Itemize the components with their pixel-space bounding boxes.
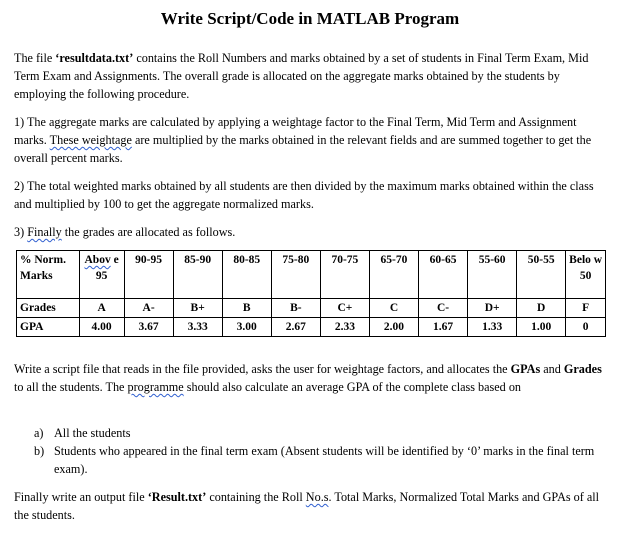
step-3-paragraph (14, 223, 604, 241)
list-item-label: a) (34, 426, 44, 440)
grade-cell: D+ (468, 299, 517, 318)
range-cell: 80-85 (222, 251, 271, 299)
list-item-label: b) (34, 444, 45, 458)
range-cell: 50-55 (517, 251, 566, 299)
grade-cell: C- (419, 299, 468, 318)
final-paragraph (14, 488, 604, 524)
grade-cell: D (517, 299, 566, 318)
gpa-header-cell: GPA (17, 318, 80, 337)
marks-row (17, 251, 606, 299)
grade-cell: C+ (320, 299, 369, 318)
list-item (34, 424, 604, 442)
range-cell: 75-80 (271, 251, 320, 299)
spellcheck-word: Finally (27, 225, 62, 239)
step-3-text: the grades are allocated as follows. (61, 225, 236, 239)
range-cell: 90-95 (124, 251, 173, 299)
gpa-cell: 1.33 (468, 318, 517, 337)
range-cell: 70-75 (320, 251, 369, 299)
gpa-cell: 3.33 (173, 318, 222, 337)
page-title: Write Script/Code in MATLAB Program (160, 9, 460, 28)
task-paragraph (14, 360, 604, 396)
task-text-and: and (540, 362, 564, 376)
grade-cell: F (566, 299, 606, 318)
gpa-row (17, 318, 606, 337)
intro-text: The file (14, 51, 56, 65)
grades-term: Grades (563, 362, 602, 376)
intro-paragraph (14, 49, 604, 103)
gpa-cell: 4.00 (79, 318, 124, 337)
grade-cell: C (369, 299, 418, 318)
step-1-text-rest: are multiplied by the marks obtained in the relevant fields and are summed together to get the overall percent marks. (14, 133, 592, 165)
range-cell: 55-60 (468, 251, 517, 299)
spellcheck-word: Abov (84, 254, 111, 266)
gpa-cell: 3.00 (222, 318, 271, 337)
grade-table (16, 250, 606, 337)
grades-header-cell: Grades (17, 299, 80, 318)
task-text-rest: should also calculate an average GPA of the complete class based on (183, 380, 522, 394)
spellcheck-word: These weightage (49, 133, 132, 147)
gpa-cell: 2.67 (271, 318, 320, 337)
range-cell: 65-70 (369, 251, 418, 299)
output-file-name: ‘Result.txt’ (147, 490, 207, 504)
grade-cell: B+ (173, 299, 222, 318)
grades-row (17, 299, 606, 318)
task-text: Write a script file that reads in the file provided, asks the user for weightage factors, and allocates the (14, 362, 511, 376)
criteria-list (34, 424, 604, 478)
gpa-cell: 1.00 (517, 318, 566, 337)
marks-header-cell: % Norm. Marks (17, 251, 80, 299)
intro-text-rest: contains the Roll Numbers and marks obtained by a set of students in Final Term Exam, Mid Term Exam and Assignments. The overall grade is allocated on the aggregate marks obtained by the students by employing the following procedure. (14, 51, 589, 101)
final-text-rest: . Total Marks, Normalized Total Marks and GPAs of all the students. (14, 490, 600, 522)
task-text-mid: to all the students. The (14, 380, 128, 394)
list-item-text: All the students (54, 426, 131, 440)
final-text: Finally write an output file (14, 490, 148, 504)
step-1-paragraph (14, 113, 604, 167)
grade-cell: B (222, 299, 271, 318)
spellcheck-word: No.s (305, 490, 329, 504)
gpa-cell: 2.00 (369, 318, 418, 337)
gpas-term: GPAs (510, 362, 541, 376)
range-cell-above-95 (79, 251, 124, 299)
grade-cell: B- (271, 299, 320, 318)
spellcheck-word: programme (127, 380, 184, 394)
step-2-paragraph: 2) The total weighted marks obtained by all students are then divided by the maximum marks obtained within the class and multiplied by 100 to get the aggregate normalized marks. (14, 179, 594, 211)
range-cell: 85-90 (173, 251, 222, 299)
grade-cell: A (79, 299, 124, 318)
final-text-mid: containing the Roll (206, 490, 306, 504)
gpa-cell: 3.67 (124, 318, 173, 337)
gpa-cell: 0 (566, 318, 606, 337)
range-cell: 60-65 (419, 251, 468, 299)
step-3-number: 3) (14, 225, 28, 239)
list-item (34, 442, 604, 478)
input-file-name: ‘resultdata.txt’ (55, 51, 134, 65)
gpa-cell: 2.33 (320, 318, 369, 337)
grade-cell: A- (124, 299, 173, 318)
list-item-text: Students who appeared in the final term exam (Absent students will be identified by ‘0’ marks in the final term exam). (54, 444, 595, 476)
gpa-cell: 1.67 (419, 318, 468, 337)
range-text: e 95 (95, 254, 119, 282)
range-cell-below-50: Belo w 50 (566, 251, 606, 299)
step-1-text: 1) The aggregate marks are calculated by applying a weightage factor to the Final Term, Mid Term and Assignment marks. (14, 115, 577, 147)
